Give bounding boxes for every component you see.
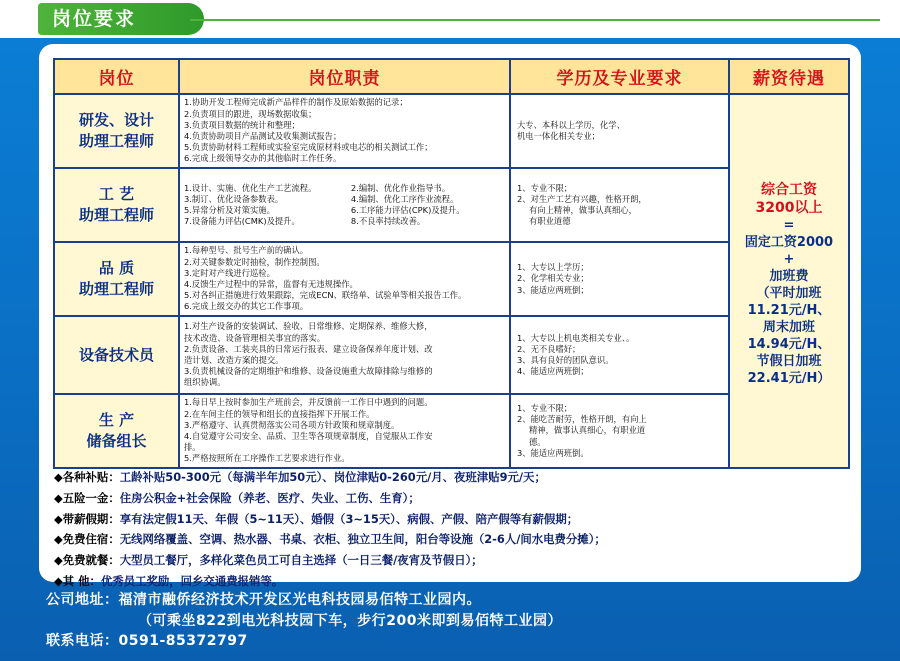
- salary-detail: 22.41元/H）: [747, 371, 831, 386]
- duty-line: 1.每日早上按时参加生产班前会，并反馈前一工作日中遇到的问题。: [184, 397, 433, 408]
- salary-detail: +: [783, 252, 795, 267]
- benefit-text: 工龄补贴50-300元（每满半年加50元）、岗位津贴0-260元/月、夜班津贴9元/天；: [119, 470, 546, 484]
- duty-line: 3.负责项目数据的统计和整理；: [184, 119, 300, 130]
- column-header: 薪资待遇: [729, 59, 849, 94]
- duty-line: 组织协调。: [184, 377, 226, 388]
- position-name: 助理工程师: [78, 206, 154, 224]
- education-line: 4、能适应两班倒；: [517, 366, 589, 377]
- duty-line: 技术改造、设备管理相关事宜的落实。: [184, 332, 326, 343]
- education-line: 精神，做事认真细心，有职业道: [529, 425, 646, 436]
- salary-detail: 加班费: [769, 269, 809, 284]
- education-line: 大专、本科以上学历，化学、: [517, 119, 625, 130]
- benefit-label: ◆带薪假期：: [54, 511, 120, 526]
- education-line: 机电一体化相关专业；: [517, 131, 600, 141]
- column-header: 岗位: [54, 59, 179, 94]
- position-name: 储备组长: [86, 432, 147, 450]
- address-text: 福清市融侨经济技术开发区光电科技园易佰特工业园内。: [118, 592, 481, 608]
- duty-line: 造计划、改造方案的提交。: [184, 355, 284, 365]
- education-cell: [510, 168, 729, 242]
- phone-label: 联系电话：: [46, 633, 119, 649]
- position-name: 助理工程师: [78, 280, 154, 298]
- duty-line: 2.负责项目的跟进，现场数据收集；: [184, 108, 317, 119]
- education-line: 1、专业不限；: [517, 182, 573, 193]
- duties-cell: [179, 394, 510, 468]
- page-title: 岗位要求: [38, 3, 204, 35]
- position-cell: [54, 168, 179, 242]
- benefit-item: [54, 529, 854, 550]
- job-requirements-table: [53, 58, 850, 469]
- benefit-text: 住房公积金+社会保险（养老、医疗、失业、工伤、生育）；: [119, 490, 420, 505]
- salary-detail: 11.21元/H、: [747, 303, 831, 318]
- duty-item: 3.制订、优化设备参数表。: [184, 193, 284, 204]
- education-line: 2、能吃苦耐劳，性格开朗，有向上: [517, 414, 647, 425]
- benefit-item: [54, 550, 854, 571]
- position-cell: [54, 316, 179, 394]
- benefit-label: ◆免费就餐：: [54, 553, 120, 568]
- position-name: 工 艺: [98, 185, 135, 203]
- phone-line: [46, 631, 886, 652]
- duty-line: [184, 183, 505, 194]
- table-row: [54, 94, 849, 168]
- education-cell: [510, 394, 729, 468]
- duties-cell: [179, 242, 510, 316]
- duty-line: [184, 205, 505, 216]
- header-divider: [190, 19, 880, 21]
- duty-line: 2.在车间主任的领导和组长的直接指挥下开展工作。: [184, 408, 375, 419]
- salary-detail: =: [783, 218, 795, 233]
- duty-line: 2.负责设备、工装夹具的日常运行报表、建立设备保养年度计划、改: [184, 343, 433, 354]
- salary-detail: 固定工资2000: [744, 235, 834, 250]
- education-cell: [510, 316, 729, 394]
- duty-item: 4.编制、优化工序作业流程。: [350, 193, 459, 204]
- bus-directions: （可乘坐822到电光科技园下车，步行200米即到易佰特工业园）: [138, 612, 562, 629]
- salary-detail: （平时加班: [756, 286, 822, 301]
- education-cell: [510, 94, 729, 168]
- benefit-text: 大型员工餐厅，多样化菜色员工可自主选择（一日三餐/夜宵及节假日）；: [119, 553, 483, 568]
- duty-line: 5.负责协助材料工程师或实验室完成原材料或电芯的相关测试工作；: [184, 142, 433, 153]
- position-name: 生 产: [98, 411, 135, 429]
- education-line: 3、能适应两班倒；: [517, 284, 589, 295]
- duty-line: 1.协助开发工程师完成新产品样件的制作及原始数据的记录；: [184, 97, 408, 108]
- benefit-label: ◆免费住宿：: [54, 532, 120, 547]
- position-cell: [54, 94, 179, 168]
- benefit-item: [54, 509, 854, 530]
- position-cell: [54, 242, 179, 316]
- duty-line: 3.严格遵守、认真贯彻落实公司各项方针政策和规章制度。: [184, 419, 400, 430]
- salary-detail: 节假日加班: [756, 354, 822, 369]
- education-line: 1、大专以上机电类相关专业、。: [517, 332, 635, 343]
- address-label: 公司地址：: [46, 592, 119, 608]
- position-name: 研发、设计: [78, 111, 154, 129]
- duty-line: 1.对生产设备的安装调试、验收、日常维修、定期保养、维修大修，: [184, 321, 433, 332]
- education-line: 2、对生产工艺有兴趣，性格开朗，: [517, 193, 647, 204]
- benefit-label: ◆各种补贴：: [54, 470, 120, 484]
- duty-item: 2.编制、优化作业指导书。: [350, 182, 451, 193]
- education-line: 1、大专以上学历；: [517, 262, 589, 273]
- duty-line: 5.对各纠正措施进行效果跟踪，完成ECN、联络单、试验单等相关报告工作。: [184, 290, 467, 301]
- duties-cell: [179, 94, 510, 168]
- duty-line: 6.完成上级交办的其它工作事项。: [184, 301, 309, 312]
- education-line: 2、化学相关专业；: [517, 273, 589, 284]
- position-name: 助理工程师: [78, 132, 154, 150]
- duty-line: 4.反馈生产过程中的异常，监督有无违规操作。: [184, 279, 358, 289]
- duty-line: 4.自觉遵守公司安全、品质、卫生等各项规章制度，自觉服从工作安: [184, 431, 433, 441]
- duty-line: [184, 194, 505, 205]
- position-cell: [54, 394, 179, 468]
- benefit-label: ◆其 他：: [54, 573, 101, 588]
- benefit-item: [54, 467, 854, 488]
- benefit-item: [54, 488, 854, 509]
- education-line: 有职业道德: [529, 216, 571, 227]
- education-cell: [510, 242, 729, 316]
- column-header: 岗位职责: [179, 59, 510, 94]
- education-line: 有向上精神，做事认真细心，: [529, 205, 637, 215]
- salary-total: 3200以上: [755, 200, 823, 216]
- duty-line: 5.严格按照所在工序操作工艺要求进行作业。: [184, 453, 350, 464]
- education-line: 1、专业不限；: [517, 402, 573, 413]
- duty-line: [184, 216, 505, 227]
- duty-line: 6.完成上级领导交办的其他临时工作任务。: [184, 153, 342, 164]
- benefit-label: ◆五险一金：: [54, 490, 120, 505]
- duty-item: 7.设备能力评估(CMK)及提升。: [184, 216, 300, 227]
- position-name: 设备技术员: [78, 345, 154, 364]
- duties-cell: [179, 168, 510, 242]
- benefit-text: 无线网络覆盖、空调、热水器、书桌、衣柜、独立卫生间，阳台等设施（2-6人/间水电费分摊）；: [119, 532, 606, 547]
- education-line: 2、无不良嗜好；: [517, 343, 581, 354]
- address-line: [46, 590, 886, 611]
- position-name: 品 质: [98, 259, 135, 277]
- header-bar: [0, 0, 900, 38]
- salary-total: 综合工资: [761, 182, 817, 198]
- duty-item: 1.设计、实施、优化生产工艺流程。: [184, 182, 317, 193]
- benefit-text: 优秀员工奖励，回乡交通费报销等。: [100, 573, 284, 588]
- duties-cell: [179, 316, 510, 394]
- duty-item: 5.异常分析及对策实施。: [184, 205, 275, 215]
- duty-line: 3.定时对产线进行巡检。: [184, 267, 275, 278]
- duty-line: 2.对关键参数定时抽检，制作控制图。: [184, 256, 325, 267]
- education-line: 德。: [529, 436, 546, 447]
- phone-number: 0591-85372797: [118, 633, 248, 649]
- duty-line: 3.负责机械设备的定期维护和维修、设备设施重大故障排除与维修的: [184, 366, 433, 377]
- duty-line: 排。: [184, 442, 201, 453]
- education-line: 3、具有良好的团队意识。: [517, 355, 614, 365]
- benefits-list: [54, 467, 854, 592]
- salary-detail: 周末加班: [762, 320, 815, 335]
- salary-cell: [729, 94, 849, 468]
- duty-item: 8.不良率持续改善。: [350, 216, 426, 227]
- benefit-item: [54, 571, 854, 592]
- duty-item: 6.工序能力评估(CPK)及提升。: [350, 205, 465, 215]
- education-line: 3、能适应两班倒。: [517, 447, 589, 458]
- contact-footer: [46, 590, 886, 652]
- table-header-row: [54, 59, 849, 94]
- salary-detail: 14.94元/H、: [747, 337, 831, 352]
- duty-line: 1.每种型号、批号生产前的确认。: [184, 245, 309, 256]
- benefit-text: 享有法定假11天、年假（5~11天）、婚假（3~15天）、病假、产假、陪产假等有薪假期；: [119, 511, 579, 526]
- column-header: 学历及专业要求: [510, 59, 729, 94]
- duty-line: 4.负责协助项目产品测试及收集测试报告；: [184, 131, 342, 141]
